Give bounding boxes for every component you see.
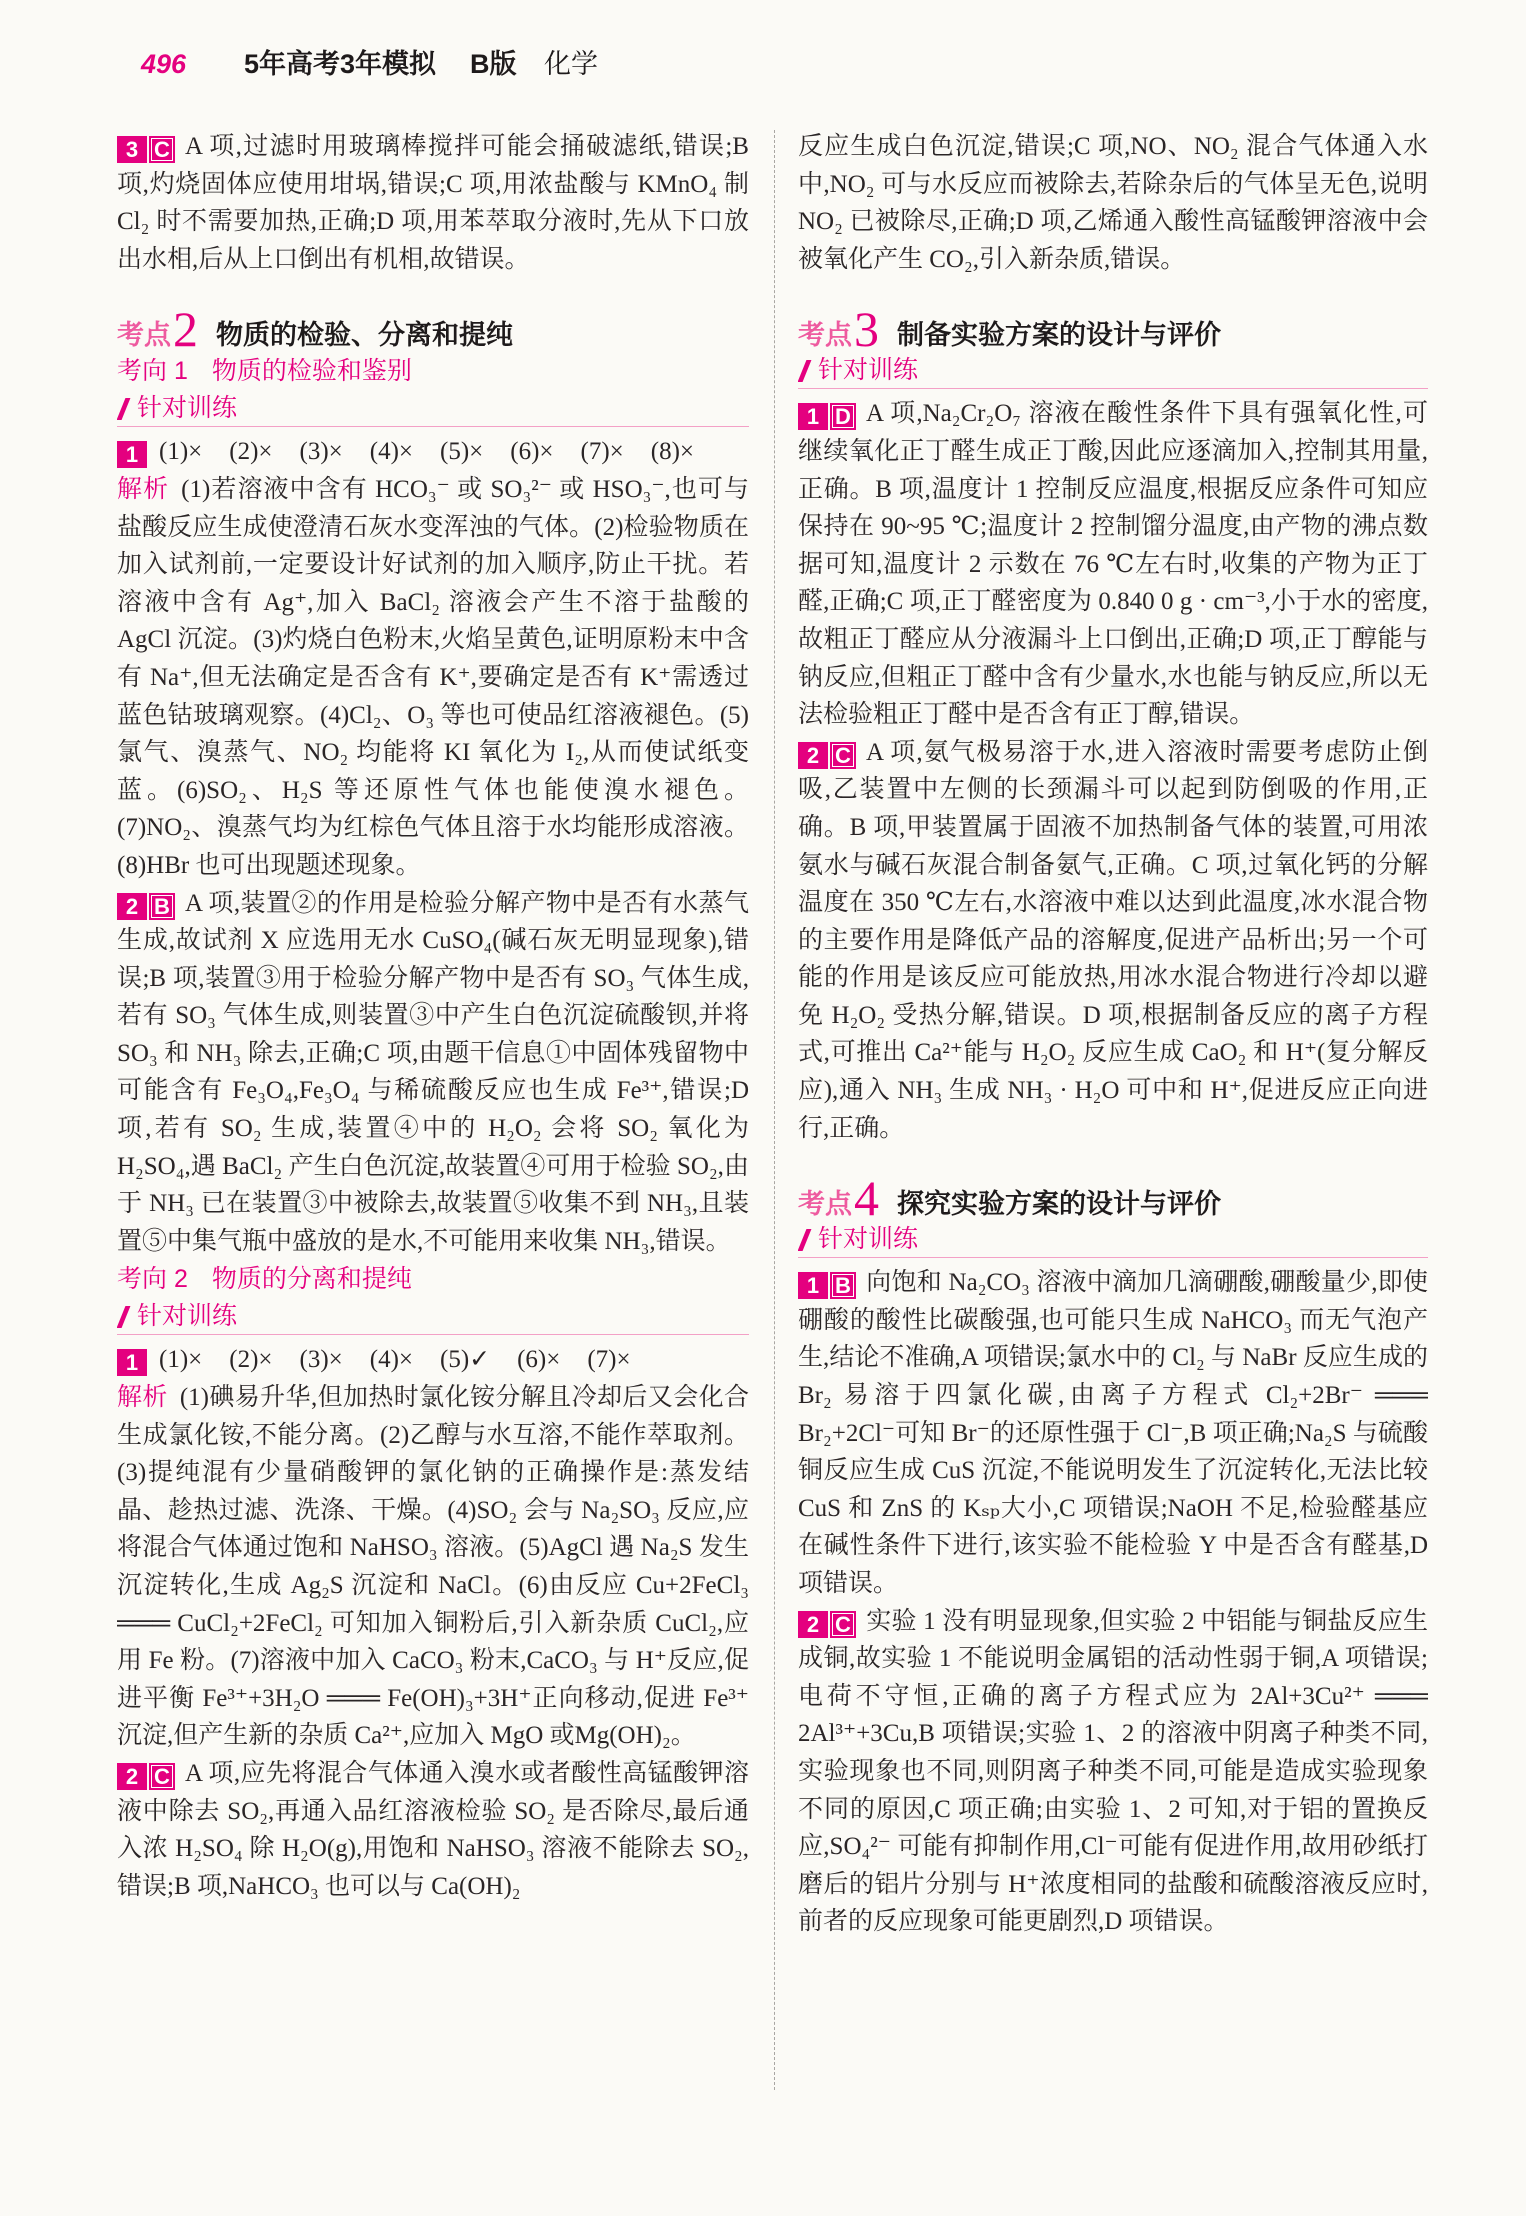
book-title: 5年高考3年模拟 bbox=[244, 49, 437, 79]
section-number: 3 bbox=[854, 301, 879, 358]
answer-letter-badge: D bbox=[830, 403, 856, 430]
answer-explanation: A 项,氨气极易溶于水,进入溶液时需要考虑防止倒吸,乙装置中左侧的长颈漏斗可以起到防倒吸的作用,正确。B 项,甲装置属于固液不加热制备气体的装置,可用浓氨水与碱石灰混合制备氨气,正确。C 项,过氧化钙的分解温度在 350 ℃左右,水溶液中难以达到此温度,冰水混合物的主要作用是降低产品的溶解度,促进产品析出;另一个可能的作用是该反应可能放热,用冰水混合物进行冷却以避免 H₂O₂ 受热分解,错误。D 项,根据制备反应的离子方程式,可推出 Ca²⁺能与 H₂O₂ 反应生成 CaO₂ 和 H⁺(复分解反应),通入 NH₃ 生成 NH₃ · H₂O 可中和 H⁺,促进反应正向进行,正确。 bbox=[798, 738, 1428, 1142]
section-number: 4 bbox=[854, 1170, 879, 1227]
training-slash-icon bbox=[117, 1306, 130, 1328]
analysis-text: (1)若溶液中含有 HCO₃⁻ 或 SO₃²⁻ 或 HSO₃⁻,也可与盐酸反应生成使澄清石灰水变浑浊的气体。(2)检验物质在加入试剂前,一定要设计好试剂的加入顺序,防止干扰。若溶液中含有 Ag⁺,加入 BaCl₂ 溶液会产生不溶于盐酸的 AgCl 沉淀。(3)灼烧白色粉末,火焰呈黄色,证明原粉末中含有 Na⁺,但无法确定是否含有 K⁺,要确定是否有 K⁺需透过蓝色钴玻璃观察。(4)Cl₂、O₃ 等也可使品红溶液褪色。(5)氯气、溴蒸气、NO₂ 均能将 KI 氧化为 I₂,从而使试纸变蓝。(6)SO₂、H₂S 等还原性气体也能使溴水褪色。(7)NO₂、溴蒸气均为红棕色气体且溶于水均能形成溶液。(8)HBr 也可出现题述现象。 bbox=[117, 475, 749, 879]
judgement-mark: (7)× bbox=[587, 1346, 631, 1374]
answer-letter-badge: C bbox=[830, 742, 856, 769]
judgement-mark: (4)× bbox=[369, 438, 413, 466]
answer-letter-badge: C bbox=[149, 136, 175, 163]
answer-letter-badge: B bbox=[149, 893, 175, 920]
answer-explanation: A 项,应先将混合气体通入溴水或者酸性高锰酸钾溶液中除去 SO₂,再通入品红溶液检验 SO₂ 是否除尽,最后通入浓 H₂SO₄ 除 H₂O(g),用饱和 NaHSO₃ 溶液不能除去 SO₂,错误;B 项,NaHCO₃ 也可以与 Ca(OH)₂ bbox=[117, 1759, 749, 1900]
training-heading bbox=[117, 390, 749, 427]
judgement-mark: (2)× bbox=[229, 438, 273, 466]
subsection-title: 物质的检验和鉴别 bbox=[211, 357, 412, 386]
judgement-mark: (6)× bbox=[510, 438, 554, 466]
answer-explanation: 反应生成白色沉淀,错误;C 项,NO、NO₂ 混合气体通入水中,NO₂ 可与水反应而被除去,若除杂后的气体呈无色,说明 NO₂ 已被除尽,正确;D 项,乙烯通入酸性高锰酸钾溶液中会被氧化产生 CO₂,引入新杂质,错误。 bbox=[798, 133, 1428, 273]
section-heading bbox=[798, 1169, 1428, 1227]
section-heading bbox=[798, 300, 1428, 358]
answer-continuation bbox=[798, 128, 1428, 278]
analysis-label: 解析 bbox=[117, 474, 170, 503]
book-subject: 化学 bbox=[544, 49, 598, 79]
answer-item bbox=[117, 128, 749, 278]
answer-item bbox=[798, 1264, 1428, 1602]
judgement-mark: (8)× bbox=[650, 438, 694, 466]
section-label: 考点 bbox=[798, 1189, 852, 1220]
training-slash-icon bbox=[117, 398, 130, 420]
judgement-mark: (3)× bbox=[299, 438, 343, 466]
training-heading bbox=[798, 1221, 1428, 1258]
question-number-badge: 2 bbox=[117, 893, 147, 920]
right-column bbox=[798, 128, 1428, 2118]
left-column bbox=[117, 128, 749, 2118]
answer-item bbox=[117, 1755, 749, 1905]
question-number-badge: 1 bbox=[117, 441, 147, 468]
question-number-badge: 2 bbox=[798, 1611, 828, 1638]
training-heading bbox=[117, 1298, 749, 1335]
judgement-mark: (3)× bbox=[299, 1346, 343, 1374]
training-slash-icon bbox=[798, 360, 811, 382]
judgement-answers bbox=[117, 433, 749, 471]
section-label: 考点 bbox=[117, 320, 171, 351]
judgement-mark: (5)✓ bbox=[440, 1346, 491, 1374]
section-heading bbox=[117, 300, 749, 358]
subsection-title: 物质的分离和提纯 bbox=[211, 1265, 412, 1294]
section-title: 物质的检验、分离和提纯 bbox=[216, 320, 513, 351]
answer-item bbox=[798, 734, 1428, 1148]
training-label: 针对训练 bbox=[818, 356, 919, 385]
section-number: 2 bbox=[173, 301, 198, 358]
judgement-mark: (7)× bbox=[580, 438, 624, 466]
question-number-badge: 2 bbox=[798, 742, 828, 769]
analysis-text: (1)碘易升华,但加热时氯化铵分解且冷却后又会化合生成氯化铵,不能分离。(2)乙醇与水互溶,不能作萃取剂。(3)提纯混有少量硝酸钾的氯化钠的正确操作是:蒸发结晶、趁热过滤、洗涤、干燥。(4)SO₂ 会与 Na₂SO₃ 反应,应将混合气体通过饱和 NaHSO₃ 溶液。(5)AgCl 遇 Na₂S 发生沉淀转化,生成 Ag₂S 沉淀和 NaCl。(6)由反应 Cu+2FeCl₃ ═══ CuCl₂+2FeCl₂ 可知加入铜粉后,引入新杂质 CuCl₂,应用 Fe 粉。(7)溶液中加入 CaCO₃ 粉末,CaCO₃ 与 H⁺反应,促进平衡 Fe³⁺+3H₂O ═══ Fe(OH)₃+3H⁺正向移动,促进 Fe³⁺沉淀,但产生新的杂质 Ca²⁺,应加入 MgO 或Mg(OH)₂。 bbox=[117, 1384, 749, 1750]
question-number-badge: 2 bbox=[117, 1763, 147, 1790]
answer-letter-badge: B bbox=[830, 1272, 856, 1299]
judgement-mark: (1)× bbox=[159, 1346, 203, 1374]
column-divider bbox=[774, 130, 775, 2090]
section-label: 考点 bbox=[798, 320, 852, 351]
answer-explanation: 向饱和 Na₂CO₃ 溶液中滴加几滴硼酸,硼酸量少,即使硼酸的酸性比碳酸强,也可能只生成 NaHCO₃ 而无气泡产生,结论不准确,A 项错误;氯水中的 Cl₂ 与 NaBr 反应生成的 Br₂ 易溶于四氯化碳,由离子方程式 Cl₂+2Br⁻ ═══ Br₂+2Cl⁻可知 Br⁻的还原性强于 Cl⁻,B 项正确;Na₂S 与硫酸铜反应生成 CuS 沉淀,不能说明发生了沉淀转化,无法比较 CuS 和 ZnS 的 Kₛₚ大小,C 项错误;NaOH 不足,检验醛基应在碱性条件下进行,该实验不能检验 Y 中是否含有醛基,D 项错误。 bbox=[798, 1269, 1428, 1597]
judgement-mark: (4)× bbox=[369, 1346, 413, 1374]
answer-explanation: A 项,Na₂Cr₂O₇ 溶液在酸性条件下具有强氧化性,可继续氧化正丁醛生成正丁酸,因此应逐滴加入,控制其用量,正确。B 项,温度计 1 控制反应温度,根据反应条件可知应保持在 90~95 ℃;温度计 2 控制馏分温度,由产物的沸点数据可知,温度计 2 示数在 76 ℃左右时,收集的产物为正丁醛,正确;C 项,正丁醛密度为 0.840 0 g · cm⁻³,小于水的密度,故粗正丁醛应从分液漏斗上口倒出,正确;D 项,正丁醇能与钠反应,但粗正丁醛中含有少量水,水也能与钠反应,所以无法检验粗正丁醛中是否含有正丁醇,错误。 bbox=[798, 400, 1428, 729]
answer-letter-badge: C bbox=[830, 1611, 856, 1638]
analysis-block bbox=[117, 471, 749, 885]
judgement-mark: (6)× bbox=[517, 1346, 561, 1374]
judgement-mark: (2)× bbox=[229, 1346, 273, 1374]
section-title: 探究实验方案的设计与评价 bbox=[897, 1189, 1221, 1220]
subsection-label: 考向 1 bbox=[117, 357, 188, 386]
section-title: 制备实验方案的设计与评价 bbox=[897, 320, 1221, 351]
book-edition: B版 bbox=[470, 49, 517, 79]
question-number-badge: 3 bbox=[117, 136, 147, 163]
answer-explanation: A 项,过滤时用玻璃棒搅拌可能会捅破滤纸,错误;B 项,灼烧固体应使用坩埚,错误;C 项,用浓盐酸与 KMnO₄ 制 Cl₂ 时不需要加热,正确;D 项,用苯萃取分液时,先从下口放出水相,后从上口倒出有机相,故错误。 bbox=[117, 133, 749, 273]
training-heading bbox=[798, 352, 1428, 389]
training-label: 针对训练 bbox=[137, 394, 238, 423]
answer-item bbox=[798, 395, 1428, 733]
judgement-mark: (1)× bbox=[159, 438, 203, 466]
answer-item bbox=[117, 885, 749, 1261]
training-label: 针对训练 bbox=[137, 1302, 238, 1331]
answer-item bbox=[798, 1603, 1428, 1941]
training-label: 针对训练 bbox=[818, 1225, 919, 1254]
answer-explanation: A 项,装置②的作用是检验分解产物中是否有水蒸气生成,故试剂 X 应选用无水 CuSO₄(碱石灰无明显现象),错误;B 项,装置③用于检验分解产物中是否有 SO₃ 气体生成,若有 SO₃ 气体生成,则装置③中产生白色沉淀硫酸钡,并将 SO₃ 和 NH₃ 除去,正确;C 项,由题干信息①中固体残留物中可能含有 Fe₃O₄,Fe₃O₄ 与稀硫酸反应也生成 Fe³⁺,错误;D 项,若有 SO₂ 生成,装置④中的 H₂O₂ 会将 SO₂ 氧化为 H₂SO₄,遇 BaCl₂ 产生白色沉淀,故装置④可用于检验 SO₂,由于 NH₃ 已在装置③中被除去,故装置⑤收集不到 NH₃,且装置⑤中集气瓶中盛放的是水,不可能用来收集 NH₃,错误。 bbox=[117, 889, 749, 1255]
answer-letter-badge: C bbox=[149, 1763, 175, 1790]
judgement-mark: (5)× bbox=[440, 438, 484, 466]
judgement-answers bbox=[117, 1341, 749, 1379]
question-number-badge: 1 bbox=[117, 1349, 147, 1376]
page-number: 496 bbox=[141, 49, 187, 79]
subsection-heading bbox=[117, 352, 749, 390]
answer-explanation: 实验 1 没有明显现象,但实验 2 中铝能与铜盐反应生成铜,故实验 1 不能说明金属铝的活动性弱于铜,A 项错误;电荷不守恒,正确的离子方程式应为 2Al+3Cu²⁺ ═══ 2Al³⁺+3Cu,B 项错误;实验 1、2 的溶液中阴离子种类不同,实验现象也不同,则阴离子种类不同,可能是造成实验现象不同的原因,C 项正确;由实验 1、2 可知,对于铝的置换反应,SO₄²⁻ 可能有抑制作用,Cl⁻可能有促进作用,故用砂纸打磨后的铝片分别与 H⁺浓度相同的盐酸和硫酸溶液反应时,前者的反应现象可能更剧烈,D 项错误。 bbox=[798, 1607, 1428, 1936]
subsection-label: 考向 2 bbox=[117, 1265, 188, 1294]
training-slash-icon bbox=[798, 1229, 811, 1251]
question-number-badge: 1 bbox=[798, 1272, 828, 1299]
analysis-block bbox=[117, 1379, 749, 1755]
analysis-label: 解析 bbox=[117, 1383, 168, 1412]
question-number-badge: 1 bbox=[798, 403, 828, 430]
subsection-heading bbox=[117, 1260, 749, 1298]
